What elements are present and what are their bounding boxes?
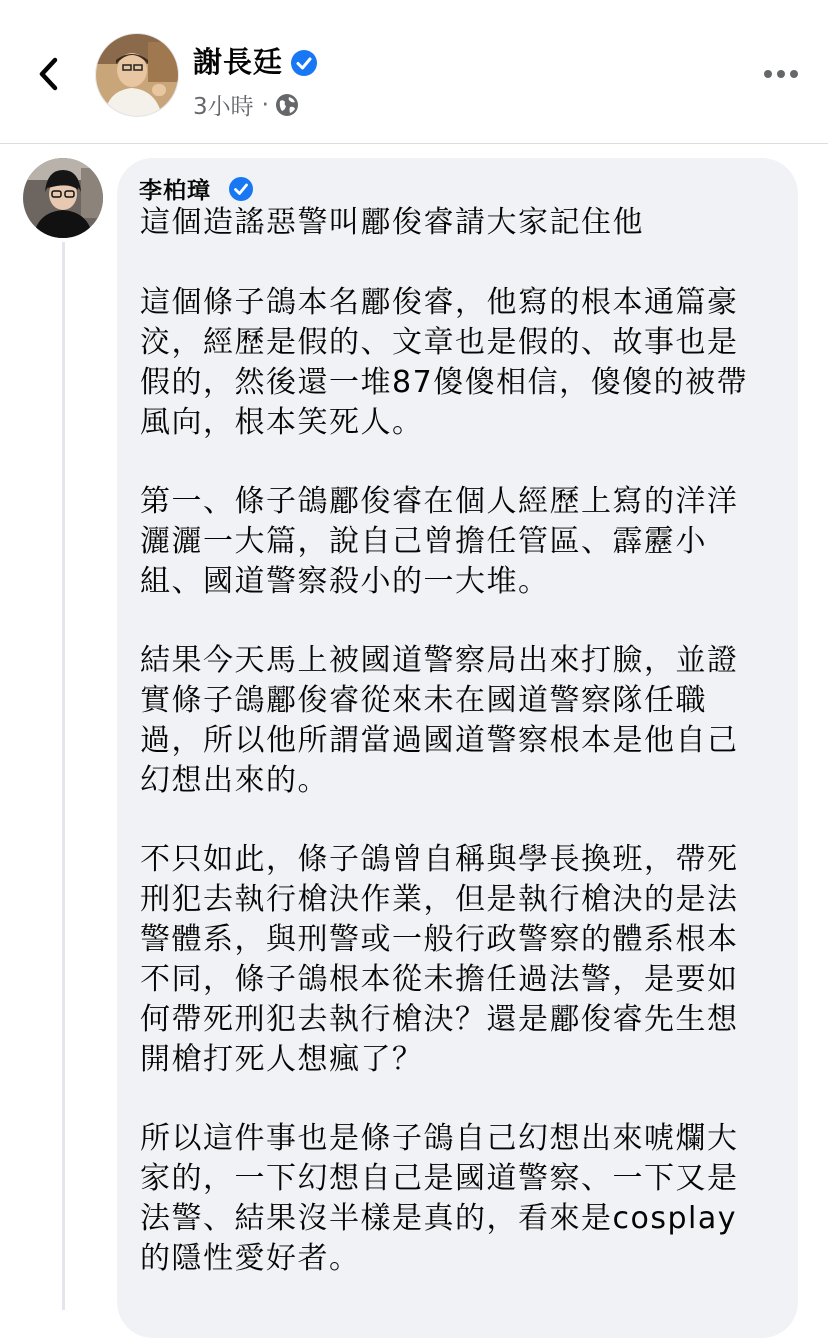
verified-badge-icon — [290, 49, 318, 77]
comment-text-line: 的隱性愛好者。 — [140, 1241, 361, 1276]
comment-text-line: 灑灑一大篇，說自己曾擔任管區、霹靂小 — [140, 524, 707, 559]
comment-text-line: 這個條子鴿本名酈俊睿，他寫的根本通篇豪 — [140, 285, 739, 320]
post-author-name[interactable]: 謝長廷 — [193, 45, 284, 79]
comment-text-line: 法警、結果沒半樣是真的，看來是cosplay — [140, 1201, 737, 1236]
comment-text-line: 幻想出來的。 — [140, 763, 329, 798]
comment-text-line: 家的，一下幻想自己是國道警察、一下又是 — [140, 1161, 739, 1196]
comment-text-line: 刑犯去執行槍決作業，但是執行槍決的是法 — [140, 882, 739, 917]
author-avatar[interactable] — [95, 33, 179, 117]
comment-text-line: 警體系，與刑警或一般行政警察的體系根本 — [140, 922, 739, 957]
comment-text-line: 第一、條子鴿酈俊睿在個人經歷上寫的洋洋 — [140, 484, 739, 519]
post-header — [0, 0, 828, 144]
chevron-left-icon — [35, 54, 61, 94]
comment-text-line: 結果今天馬上被國道警察局出來打臉，並證 — [140, 643, 739, 678]
time-label: 3小時 — [193, 94, 254, 120]
comment-text-line: 風向，根本笑死人。 — [140, 405, 424, 440]
commenter-avatar[interactable] — [23, 158, 103, 238]
more-horizontal-icon — [763, 69, 799, 79]
comment-text-line: 何帶死刑犯去執行槍決？還是酈俊睿先生想 — [140, 1002, 739, 1037]
commenter-name[interactable]: 李柏璋 — [139, 178, 211, 204]
comment-text-line: 洨，經歷是假的、文章也是假的、故事也是 — [140, 325, 739, 360]
comment-text-line: 開槍打死人想瘋了？ — [140, 1042, 424, 1077]
comment-text-line: 不同，條子鴿根本從未擔任過法警，是要如 — [140, 962, 739, 997]
comment-text-line: 實條子鴿酈俊睿從來未在國道警察隊任職 — [140, 683, 707, 718]
comment-text-line: 組、國道警察殺小的一大堆。 — [140, 564, 550, 599]
globe-icon — [275, 93, 299, 117]
more-options-button[interactable] — [760, 60, 802, 88]
comment-text-line: 不只如此，條子鴿曾自稱與學長換班，帶死 — [140, 842, 739, 877]
verified-badge-icon — [228, 176, 254, 202]
reply-thread-line — [62, 242, 65, 1310]
comment-text-line: 所以這件事也是條子鴿自己幻想出來唬爛大 — [140, 1121, 739, 1156]
comment-text-line: 過，所以他所謂當過國道警察根本是他自己 — [140, 723, 739, 758]
back-button[interactable] — [28, 50, 68, 98]
post-timestamp[interactable] — [193, 88, 299, 121]
separator-dot: · — [261, 91, 269, 118]
comment-text-line: 這個造謠惡警叫酈俊睿請大家記住他 — [140, 205, 644, 240]
comment-text-line: 假的，然後還一堆87傻傻相信，傻傻的被帶 — [140, 365, 749, 400]
